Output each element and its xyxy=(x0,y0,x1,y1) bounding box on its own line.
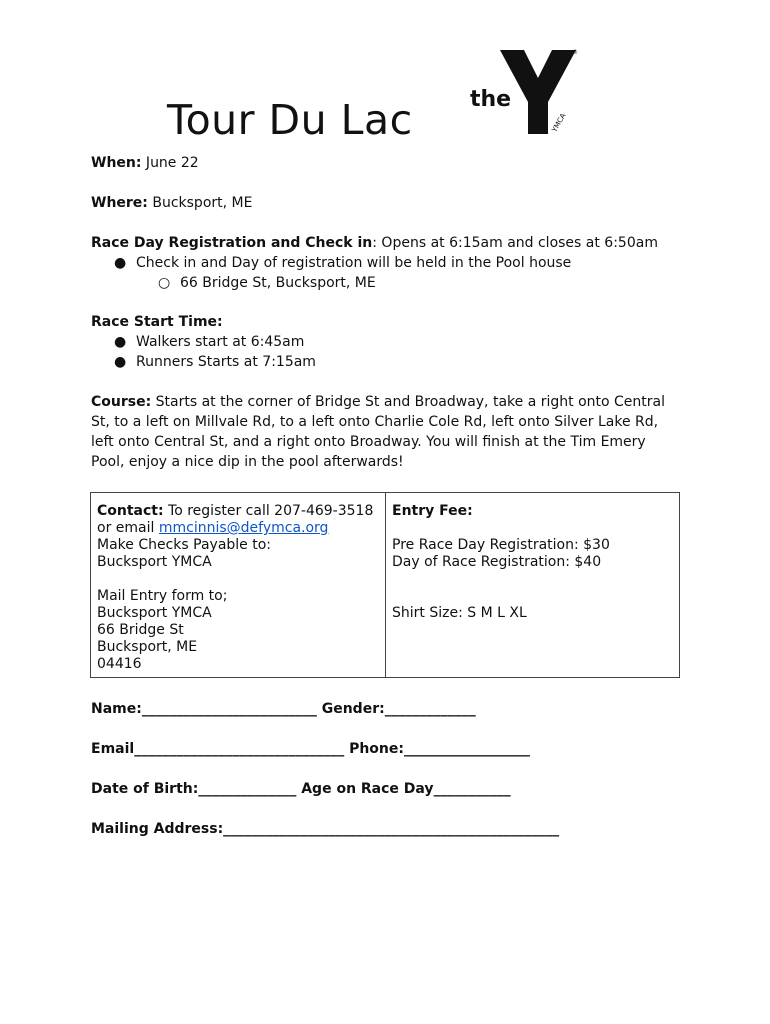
day-of-race-fee: Day of Race Registration: $40 xyxy=(392,554,602,570)
course-paragraph xyxy=(91,392,676,472)
logo-word: the xyxy=(470,87,512,112)
where-label: Where: xyxy=(91,195,148,211)
mail-address-line: Bucksport, ME xyxy=(97,639,198,655)
ymca-logo-icon xyxy=(468,44,586,138)
contact-payee-line: Bucksport YMCA xyxy=(97,554,212,570)
entry-fee-label: Entry Fee: xyxy=(392,503,473,519)
email-phone-field[interactable]: Email______________________________ Phone:__________________ xyxy=(91,741,530,757)
logo-ymca-text: YMCA xyxy=(550,112,568,134)
mailing-address-field[interactable]: Mailing Address:________________________________________________ xyxy=(91,821,560,837)
logo-registered-mark: ® xyxy=(572,49,578,56)
mail-address-line: 04416 xyxy=(97,656,142,672)
registration-line xyxy=(91,233,658,253)
course-value: Starts at the corner of Bridge St and Broadway, take a right onto Central St, to a left on Millvale Rd, to a left onto Charlie Cole Rd, left onto Silver Lake Rd, left onto Central St, and a right onto Broadway. You will finish at the Tim Emery Pool, enjoy a nice dip in the pool afterwards! xyxy=(91,394,665,470)
where-value: Bucksport, ME xyxy=(147,195,253,211)
where-line xyxy=(91,193,252,213)
ymca-logo xyxy=(468,44,586,138)
pre-race-fee: Pre Race Day Registration: $30 xyxy=(392,537,610,553)
start-time-label: Race Start Time: xyxy=(91,314,223,330)
start-time-item: ● Runners Starts at 7:15am xyxy=(114,354,316,370)
bullet-circle-icon: ○ xyxy=(158,275,171,291)
shirt-size-line: Shirt Size: S M L XL xyxy=(392,605,527,621)
email-link[interactable]: mmcinnis@defymca.org xyxy=(158,520,329,536)
registration-value: : Opens at 6:15am and closes at 6:50am xyxy=(372,235,658,251)
mail-address-line: 66 Bridge St xyxy=(97,622,184,638)
dob-age-field[interactable]: Date of Birth:______________ Age on Race Day___________ xyxy=(91,781,511,797)
when-value: June 22 xyxy=(141,155,199,171)
registration-sub-bullet: ○ 66 Bridge St, Bucksport, ME xyxy=(158,275,376,291)
when-label: When: xyxy=(91,155,142,171)
mail-address-line: Bucksport YMCA xyxy=(97,605,212,621)
mail-entry-line: Mail Entry form to; xyxy=(97,588,228,604)
name-gender-field[interactable]: Name:_________________________ Gender:_____________ xyxy=(91,701,476,717)
table-divider xyxy=(385,493,386,677)
registration-bullet: ● Check in and Day of registration will be held in the Pool house xyxy=(114,255,572,271)
page-title: Tour Du Lac xyxy=(167,96,413,144)
contact-line: Contact: To register call 207-469-3518 xyxy=(97,503,374,519)
start-time-item: ● Walkers start at 6:45am xyxy=(114,334,305,350)
bullet-dot-icon: ● xyxy=(114,354,127,370)
bullet-dot-icon: ● xyxy=(114,334,127,350)
course-label: Course: xyxy=(91,394,152,410)
registration-label: Race Day Registration and Check in xyxy=(91,235,373,251)
contact-checks-line: Make Checks Payable to: xyxy=(97,537,272,553)
contact-label: Contact: xyxy=(97,503,164,519)
when-line xyxy=(91,153,199,173)
contact-email-line: or email mmcinnis@defymca.org xyxy=(97,520,329,536)
bullet-dot-icon: ● xyxy=(114,255,127,271)
info-table xyxy=(90,492,680,678)
start-time-line xyxy=(91,312,223,332)
